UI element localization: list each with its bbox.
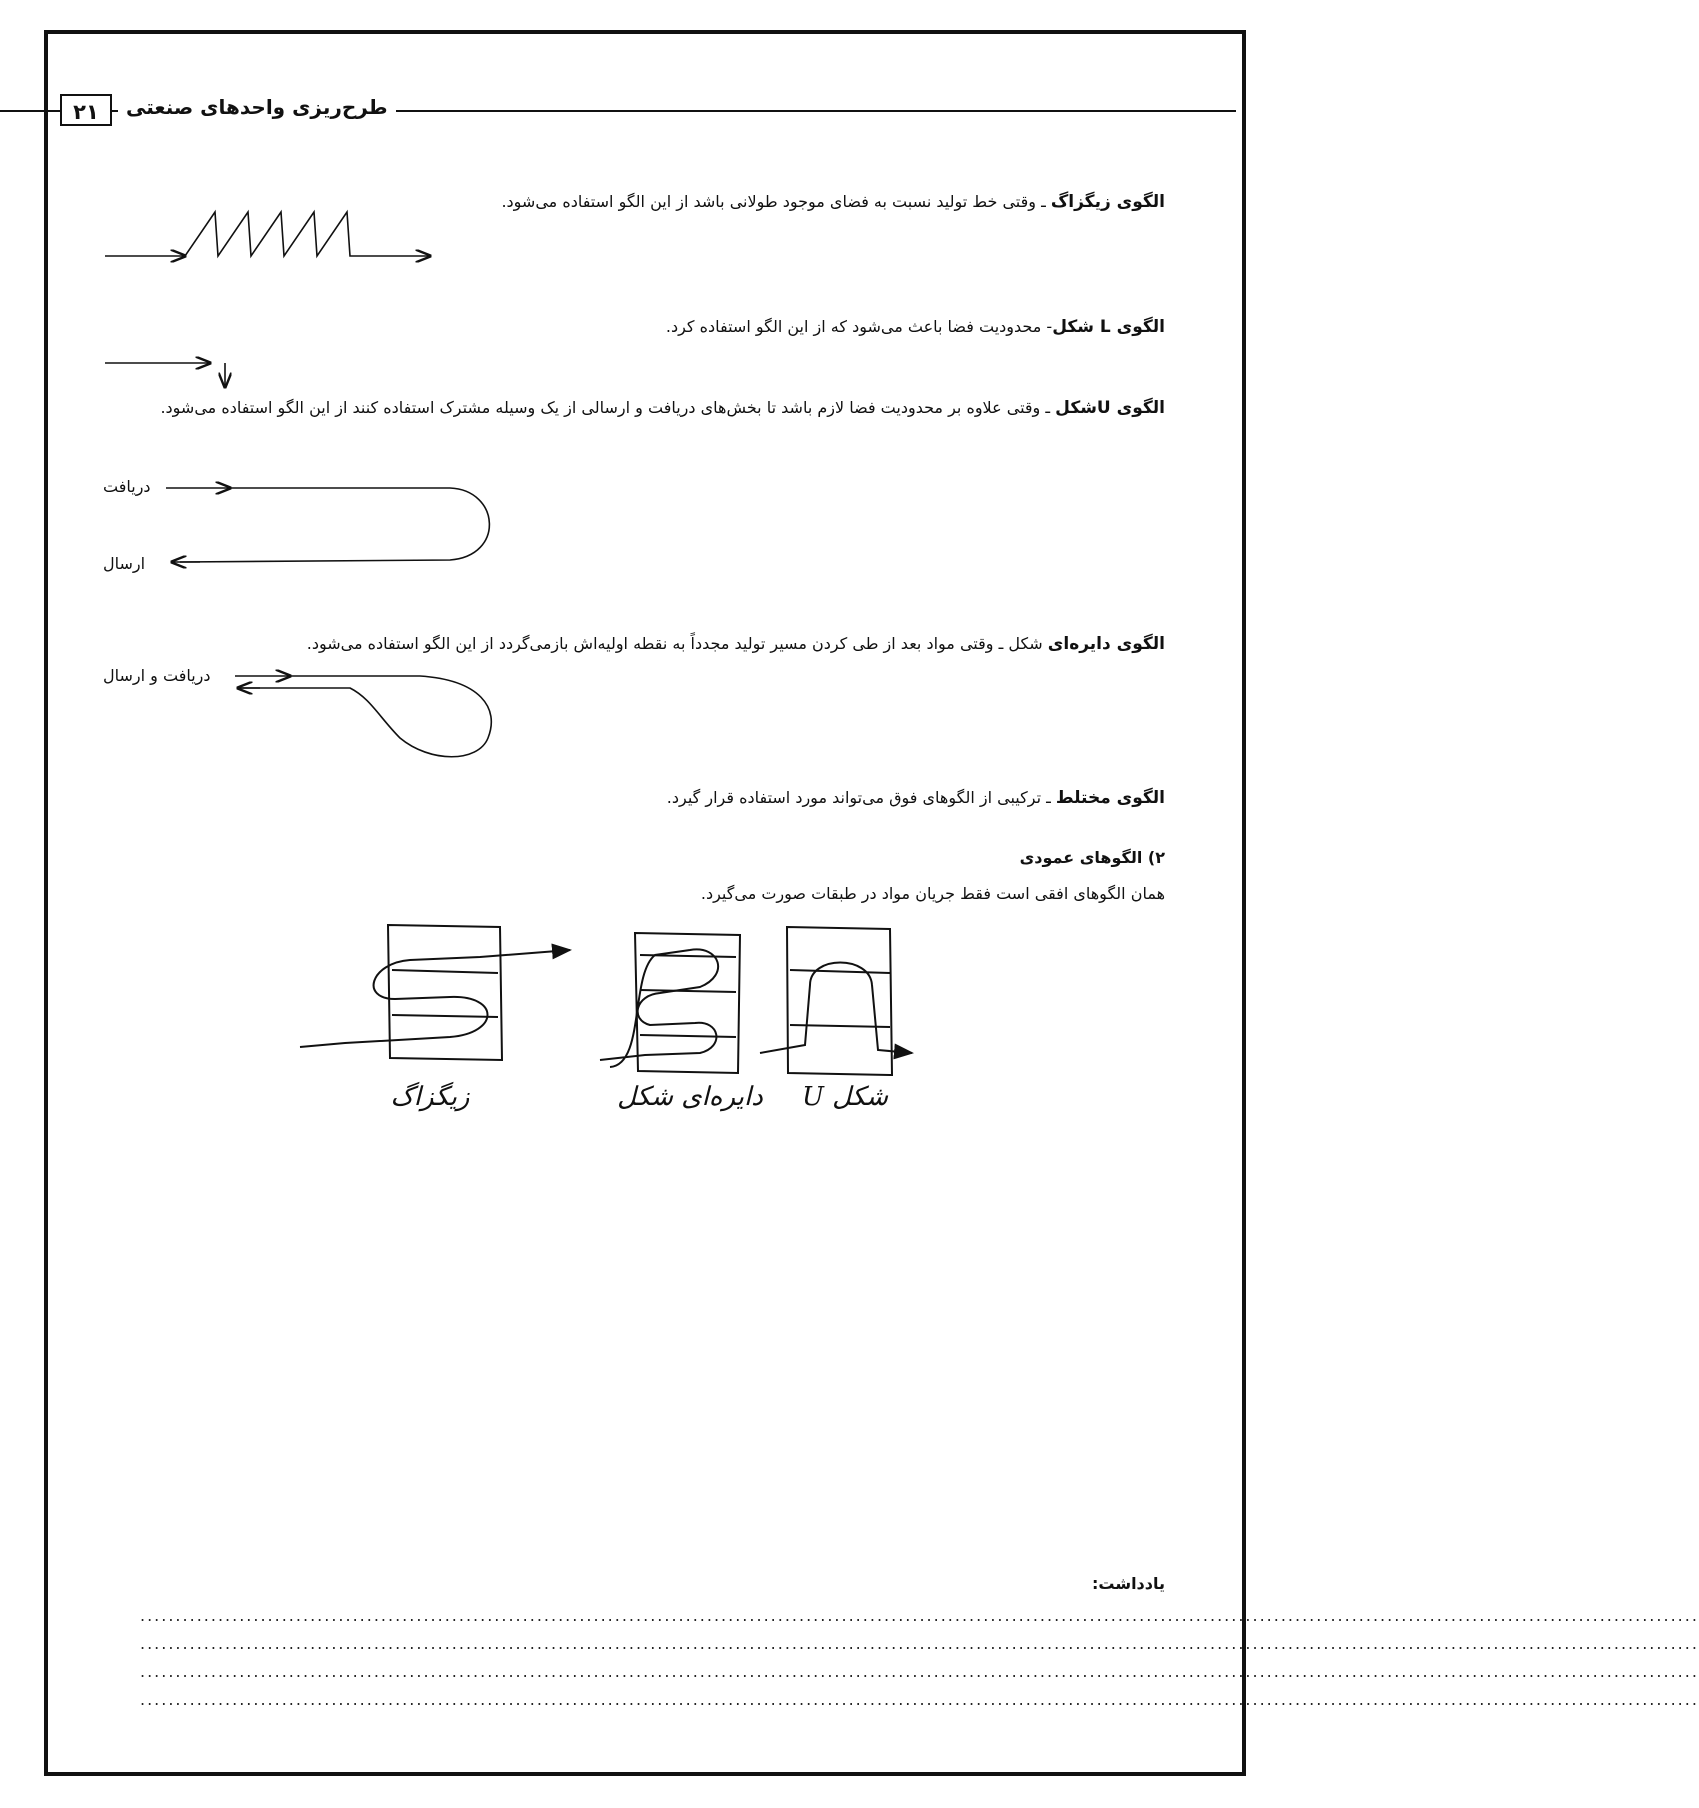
note-line[interactable]: ............................................................................................................................................................................................................................: [140, 1662, 1699, 1681]
circular-paragraph: [307, 630, 1165, 658]
lshape-text: - محدودیت فضا باعث می‌شود که از این الگو استفاده کرد.: [665, 317, 1053, 336]
ushape-send-label: ارسال: [103, 554, 146, 573]
note-line[interactable]: ............................................................................................................................................................................................................................: [140, 1690, 1699, 1709]
sketch-label-zigzag: زیگزاگ: [390, 1082, 470, 1112]
circular-text: شکل ـ وقتی مواد بعد از طی کردن مسیر تولید مجدداً به نقطه اولیه‌اش بازمی‌گردد از این الگو استفاده می‌شود.: [306, 634, 1048, 653]
ushape-paragraph: [114, 392, 1165, 424]
sketch-label-u: U شکل: [801, 1082, 889, 1112]
vertical-heading: ۲) الگوهای عمودی: [1019, 848, 1165, 867]
sketch-label-circular: دایره‌ای شکل: [617, 1082, 763, 1112]
ushape-receive-label: دریافت: [103, 477, 151, 496]
running-title: طرح‌ریزی واحدهای صنعتی: [118, 95, 396, 119]
mixed-paragraph: [667, 784, 1165, 812]
lshape-paragraph: [666, 313, 1165, 341]
mixed-title: الگوی مختلط: [1055, 788, 1165, 808]
vertical-sketch: [300, 915, 1000, 1115]
vertical-paragraph: همان الگوهای افقی است فقط جریان مواد در طبقات صورت می‌گیرد.: [700, 884, 1165, 903]
vertical-zigzag-sketch: [300, 925, 570, 1060]
notes-label: یادداشت:: [1092, 1574, 1165, 1593]
vertical-circular-sketch: [600, 933, 740, 1073]
lshape-title: الگوی L شکل: [1052, 317, 1165, 337]
mixed-text: ـ ترکیبی از الگوهای فوق می‌تواند مورد استفاده قرار گیرد.: [666, 788, 1056, 807]
note-line[interactable]: ............................................................................................................................................................................................................................: [140, 1606, 1699, 1625]
page-number: ۲۱: [60, 94, 112, 126]
lshape-diagram: [100, 355, 240, 395]
circular-label: دریافت و ارسال: [103, 666, 211, 685]
ushape-text: ـ وقتی علاوه بر محدودیت فضا لازم باشد تا بخش‌های دریافت و ارسالی از یک وسیله مشترک استفاده کنند از این الگو استفاده می‌شود.: [160, 398, 1056, 417]
zigzag-title: الگوی زیگزاگ: [1050, 192, 1165, 212]
note-line[interactable]: ............................................................................................................................................................................................................................: [140, 1634, 1699, 1653]
ushape-title: الگوی Uشکل: [1055, 398, 1165, 418]
circular-title: الگوی دایره‌ای: [1047, 634, 1165, 654]
circular-diagram: [230, 668, 510, 768]
vertical-u-sketch: [760, 927, 912, 1075]
zigzag-paragraph: [501, 188, 1165, 216]
zigzag-diagram: [100, 200, 460, 270]
zigzag-text: ـ وقتی خط تولید نسبت به فضای موجود طولانی باشد از این الگو استفاده می‌شود.: [501, 192, 1051, 211]
ushape-diagram: [160, 478, 400, 578]
